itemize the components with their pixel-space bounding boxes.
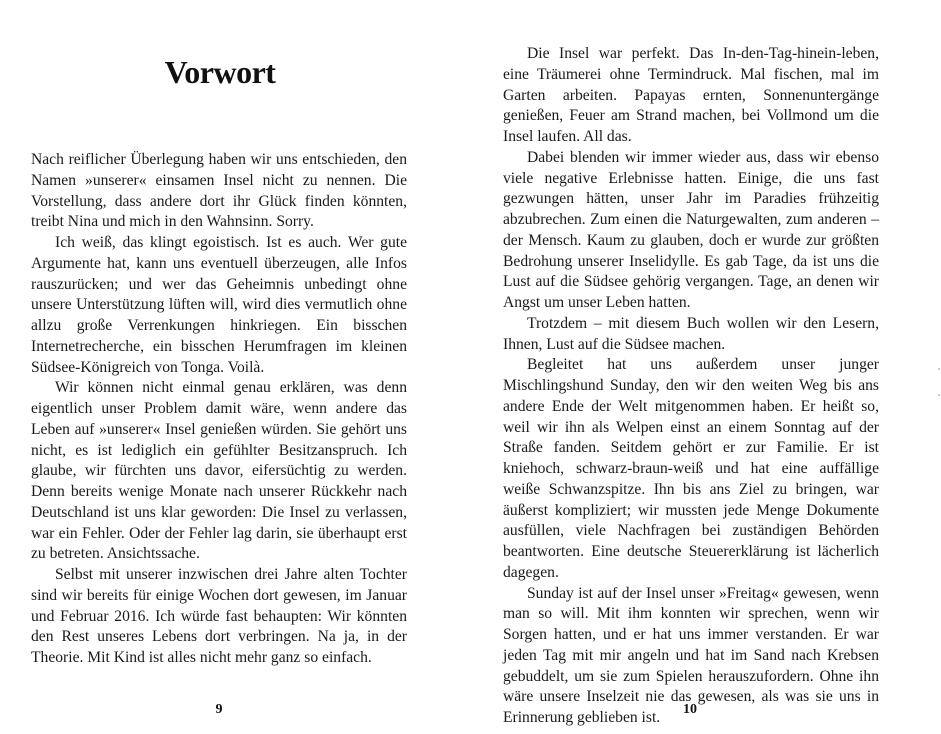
left-page-body <box>31 150 407 669</box>
left-page <box>0 0 470 734</box>
paragraph: Wir können nicht einmal genau erklären, was denn eigentlich unser Problem damit wäre, wenn andere das Leben auf »unserer« Insel genießen würden. Sie gehört uns nicht, es ist lediglich ein gefühlter Besitzanspruch. Ich glaube, wir fürchten uns davor, eifersüchtig zu werden. Denn bereits wenige Monate nach unserer Rückkehr nach Deutschland ist uns klar geworden: Die Insel zu verlassen, war ein Fehler. Oder der Fehler lag darin, sie überhaupt erst zu betreten. Ansichtssache. <box>31 379 407 563</box>
page-edge-mark <box>938 368 940 370</box>
paragraph: Ich weiß, das klingt egoistisch. Ist es auch. Wer gute Argumente hat, kann uns eventuell überzeugen, alle Infos rauszurücken; und wer das Geheimnis unbedingt ohne unsere Unterstützung lüften will, wird dies vermutlich ohne allzu große Verrenkungen hinkriegen. Ein bisschen Internetrecherche, ein bisschen Herumfragen im kleinen Südsee-Königreich von Tonga. Voilà. <box>31 234 407 376</box>
paragraph: Selbst mit unserer inzwischen drei Jahre alten Tochter sind wir bereits für einige Wochen dort gewesen, im Januar und Februar 2016. Ich würde fast behaupten: Wir könnten den Rest unseres Lebens dort verbringen. Na ja, in der Theorie. Mit Kind ist alles nicht mehr ganz so einfach. <box>31 566 407 666</box>
paragraph: Begleitet hat uns außerdem unser junger Mischlingshund Sunday, den wir den weiten Weg bis ans andere Ende der Welt mitgenommen haben. Er heißt so, weil wir ihn als Welpen einst an einem Sonntag auf der Straße fanden. Seitdem gehört er zur Familie. Er ist kniehoch, schwarz-braun-weiß und hat eine auffällige weiße Schwanzspitze. Ihn bis ans Ziel zu bringen, war äußerst kompliziert; wir mussten jede Menge Dokumente ausfüllen, viele Nachfragen bei zuständigen Behörden beantworten. Eine deutsche Steuererklärung ist lächerlich dagegen. <box>503 356 879 581</box>
paragraph: Sunday ist auf der Insel unser »Freitag« gewesen, wenn man so will. Mit ihm konnten wir sprechen, wenn wir Sorgen hatten, und er hat uns immer verstanden. Er war jeden Tag mit mir angeln und hat im Sand nach Krebsen gebuddelt, um sie zum Spielen herauszufordern. Ohne ihn wäre unsere Inselzeit nie das gewesen, als was sie uns in Erinnerung geblieben ist. <box>503 584 879 726</box>
right-page <box>470 0 941 734</box>
paragraph: Trotzdem – mit diesem Buch wollen wir den Lesern, Ihnen, Lust auf die Südsee machen. <box>503 314 879 353</box>
page-number: 10 <box>683 702 697 717</box>
page-edge-mark <box>938 394 940 396</box>
right-page-body <box>503 44 879 729</box>
paragraph: Dabei blenden wir immer wieder aus, dass wir ebenso viele negative Erlebnisse hatten. Einige, die uns fast gezwungen hätten, unser Jahr im Paradies frühzeitig abzubrechen. Zum einen die Naturgewalten, zum anderen – der Mensch. Kaum zu glauben, doch er wurde zur größten Bedrohung unserer Inselidylle. Es gab Tage, da ist uns die Lust auf die Südsee gehörig vergangen. Tage, an denen wir Angst um unser Leben hatten. <box>503 148 879 311</box>
page-number: 9 <box>215 702 223 717</box>
paragraph: Die Insel war perfekt. Das In-den-Tag-hinein-leben, eine Träumerei ohne Termindruck. Mal fischen, mal im Garten arbeiten. Papayas ernten, Sonnenuntergänge genießen, Feuer am Strand machen, bei Vollmond um die Insel laufen. All das. <box>503 45 879 145</box>
chapter-title: Vorwort <box>164 54 276 90</box>
paragraph: Nach reiflicher Überlegung haben wir uns entschieden, den Namen »unserer« einsamen Insel nicht zu nennen. Die Vorstellung, dass andere dort ihr Glück finden könnten, treibt Nina und mich in den Wahnsinn. Sorry. <box>31 151 407 231</box>
